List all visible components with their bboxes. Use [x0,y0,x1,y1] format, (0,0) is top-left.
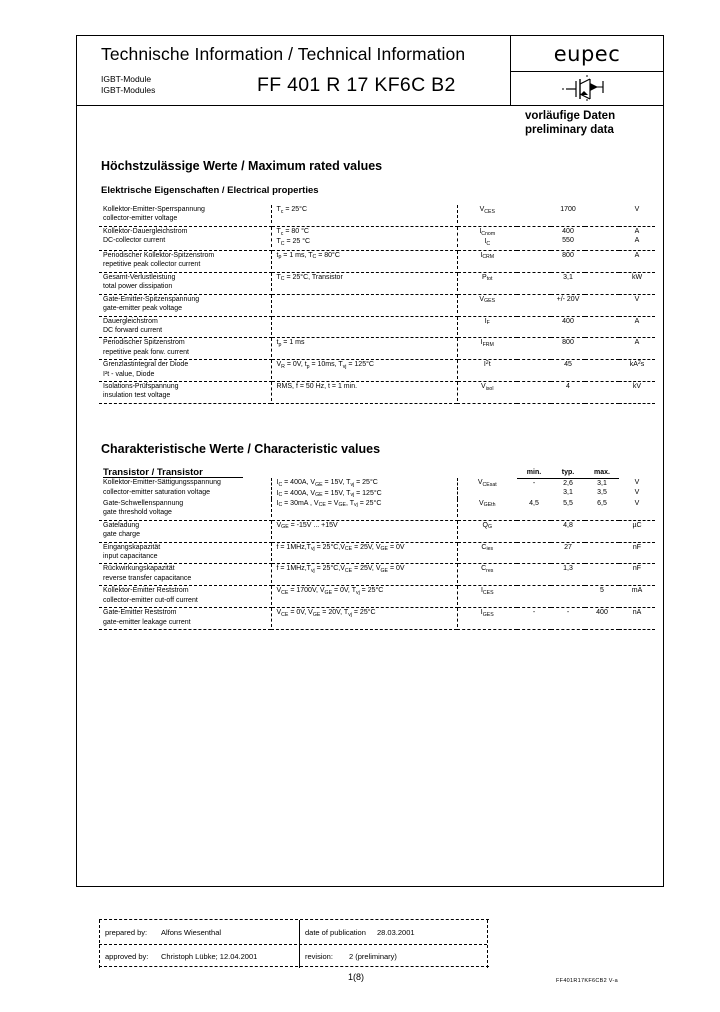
row-value-max [585,338,619,357]
prepared-by-label: prepared by: [105,928,148,937]
row-condition: $t_p = 1$ ms [271,338,457,357]
row-description-de: Dauergleichstrom [103,317,158,325]
row-description-en: gate-emitter peak voltage [103,304,182,312]
row-description-de: Gate-Emitter Reststrom [103,609,177,617]
row-value-typ [551,586,585,605]
row-description [99,520,271,539]
igbt-diode-symbol-icon [511,72,663,106]
row-value-max [585,382,619,401]
document-code: FF401R17KF6CB2 V-a [556,978,618,984]
row-symbol: $I_{FRM}$ [457,338,517,357]
row-condition: $I_C = 30mA$ , $V_{CE} = V_{GE}$, $T_{vj} = 25^\circ C$ [271,499,457,517]
row-value-max [585,564,619,583]
char-table-header [99,468,655,478]
row-description-en: total power dissipation [103,282,173,290]
table-row [99,499,655,517]
row-symbol: $V_{CES}$ [457,205,517,223]
row-value-min [517,520,551,539]
part-number: FF 401 R 17 KF6C B2 [257,74,456,96]
row-value-max [585,360,619,379]
row-value-max: 400 [596,609,608,617]
row-unit: µC [632,521,642,529]
row-description-de: Gateladung [103,521,140,529]
row-symbol: $Q_G$ [457,520,517,539]
brand-logo [511,36,663,72]
table-row [99,542,655,561]
row-value-min [517,586,551,605]
row-description [99,226,271,247]
row-description-en: gate-emitter leakage current [103,618,191,626]
row-unit: mA [631,587,643,595]
revision-value: 2 (preliminary) [349,952,397,961]
row-unit: V V [634,479,640,496]
row-description-de: Kollektor-Emitter Reststrom [103,587,189,595]
max-rated-table [99,205,655,404]
row-condition: $T_c = 80$ °C $T_C = 25$ °C [271,226,457,247]
prepared-by-value: Alfons Wiesenthal [161,928,222,937]
row-description [99,316,271,335]
row-value-typ: 800 [562,251,574,259]
document-body [77,141,663,961]
col-header-max: max. [585,468,619,478]
row-condition: $f = 1MHz,T_{vj} = 25^\circ C,V_{CE} = 25V$, $V_{GE} = 0V$ [271,564,457,583]
row-symbol: $P_{tot}$ [457,272,517,291]
row-description [99,205,271,223]
revision-label: revision: [305,952,333,961]
row-condition: $t_p = 1$ ms, $T_C = 80^\circ C$ [271,250,457,269]
row-condition: $V_R = 0V$, $t_p = 10ms$, $T_{vj} = 125^\circ C$ [271,360,457,379]
table-row [99,478,655,498]
row-description [99,360,271,379]
row-unit: A [634,251,640,259]
table-row [99,586,655,605]
preliminary-de: vorläufige Daten [525,110,616,122]
row-symbol: $I_{Cnom}$ $I_C$ [457,226,517,247]
row-unit: nF [632,565,642,573]
row-description-en: input capacitance [103,552,158,560]
row-value-max [585,294,619,313]
approved-by-label: approved by: [105,952,149,961]
row-value-min [517,272,551,291]
row-unit: A [634,317,640,325]
device-type-label: Transistor / Transistor [99,468,271,478]
row-value-min [517,316,551,335]
row-condition: $V_{CE} = 1700V$, $V_{GE} = 0V$, $T_{vj} = 25^\circ C$ [271,586,457,605]
row-description-de: Periodischer Kollektor-Spitzenstrom [103,251,215,259]
row-description-de: Kollektor-Dauergleichstrom [103,227,188,235]
row-value-typ: 27 [564,543,572,551]
row-value-min [517,360,551,379]
row-value-typ: 400 [562,317,574,325]
table-row [99,272,655,291]
row-description-de: Gate-Schwellenspannung [103,499,184,507]
row-value-min [517,382,551,401]
document-header [77,36,663,141]
row-condition: $T_C = 25^\circ C$, Transistor [271,272,457,291]
table-row [99,205,655,223]
row-condition: RMS, f = 50 Hz, t = 1 min. [271,382,457,401]
table-row [99,520,655,539]
row-unit: nA [632,609,642,617]
row-description-de: Eingangskapazität [103,543,161,551]
row-value-typ: 4 [566,383,570,391]
row-value-max [585,205,619,223]
row-description-de: Kollektor-Emitter-Sättigungsspannung [103,479,221,487]
row-symbol: $C_{ies}$ [457,542,517,561]
row-value-min [517,250,551,269]
page-number: 1(8) [348,972,365,982]
row-value-max: 3,1 3,5 [597,479,607,497]
row-description-de: Rückwirkungskapazität [103,565,175,573]
row-description-en: insulation test voltage [103,392,171,400]
publication-date-label: date of publication [305,928,366,937]
publication-date-value: 28.03.2001 [377,928,415,937]
row-description-de: Gate-Emitter-Spitzenspannung [103,295,200,303]
row-value-typ: 800 [562,339,574,347]
header-subtitle [101,74,155,96]
row-description [99,294,271,313]
row-description-en: gate charge [103,530,140,538]
row-unit: A A [634,227,640,245]
approved-by-value: Christoph Lübke; 12.04.2001 [161,952,258,961]
row-value-typ: 3,1 [563,273,573,281]
row-description-en: collector-emitter cut-off current [103,596,198,604]
row-symbol: $V_{CEsat}$ [457,478,517,498]
row-value-max [585,272,619,291]
table-row [99,316,655,335]
row-description [99,272,271,291]
row-symbol: $I_{CES}$ [457,586,517,605]
row-value-typ: 1700 [560,206,576,213]
row-description-en: I²t - value, Diode [103,370,155,378]
row-symbol: $V_{isol}$ [457,382,517,401]
row-value-min [517,564,551,583]
row-symbol: $I_F$ [457,316,517,335]
row-unit: A [634,339,640,347]
row-description [99,542,271,561]
table-row [99,250,655,269]
row-description-en: DC-collector current [103,237,166,245]
header-title-block [77,36,511,106]
document-frame [76,35,664,961]
section-title-max-rated: Höchstzulässige Werte / Maximum rated values [101,159,383,173]
row-description [99,499,271,517]
row-symbol: $C_{res}$ [457,564,517,583]
row-condition: $I_C = 400A$, $V_{GE} = 15V$, $T_{vj} = 25^\circ C$ $I_C = 400A$, $V_{GE} = 15V$, $T_{vj} = 125^\circ C$ [271,478,457,498]
row-condition: $T_c = 25^\circ C$ [271,205,457,223]
row-unit: kV [632,383,642,391]
row-value-min: - [532,479,536,487]
row-value-typ: - [566,609,570,617]
row-value-typ: 5,5 [563,499,573,507]
header-subtitle-en: IGBT-Modules [101,85,156,95]
row-description-de: Periodischer Spitzenstrom [103,339,185,347]
row-value-max [585,542,619,561]
row-description [99,338,271,357]
row-value-max [585,250,619,269]
document-metadata-block [99,919,489,967]
row-value-min [517,338,551,357]
row-description-de: Gesamt-Verlustleistung [103,273,176,281]
row-description-en: collector-emitter saturation voltage [103,488,210,496]
preliminary-en: preliminary data [525,124,614,136]
row-description [99,382,271,401]
row-unit: V [634,206,640,213]
logo-text: eupec [553,41,621,66]
row-value-max: 6,5 [597,499,607,507]
row-description-en: repetitive peak forw. current [103,348,189,356]
row-value-typ: +/- 20V [556,295,580,303]
col-header-typ: typ. [551,468,585,478]
row-value-max [585,520,619,539]
row-symbol: $I^2t$ [457,360,517,379]
row-description-en: gate threshold voltage [103,508,172,516]
row-value-typ: 1,3 [563,565,573,573]
row-description-de: Grenzlastintegral der Diode [103,361,189,369]
row-condition: $f = 1MHz,T_{vj} = 25^\circ C,V_{CE} = 25V$, $V_{GE} = 0V$ [271,542,457,561]
row-condition: $V_{GE} = -15V$ ... +15V [271,520,457,539]
row-value-max: 5 [600,587,604,595]
row-description [99,564,271,583]
table-row [99,360,655,379]
section-title-char-values: Charakteristische Werte / Characteristic values [101,442,381,457]
row-unit: kW [631,273,643,281]
row-description-en: repetitive peak collector current [103,261,201,269]
row-value-min [517,205,551,223]
header-subtitle-de: IGBT-Module [101,74,152,84]
row-symbol: $V_{GEth}$ [457,499,517,517]
row-description [99,250,271,269]
row-description [99,478,271,498]
row-unit: V [634,499,640,507]
row-value-typ: 400 550 [562,227,574,245]
row-value-min [517,542,551,561]
preliminary-data-note [511,106,663,141]
row-value-typ: 45 [564,361,572,369]
row-description-de: Isolations-Prüfspannung [103,383,179,391]
table-row [99,608,655,627]
row-unit: $kA^2s$ [629,359,645,369]
table-row [99,294,655,313]
row-unit: nF [632,543,642,551]
row-value-min: - [532,609,536,617]
row-condition [271,316,457,335]
row-description [99,586,271,605]
row-value-min [517,294,551,313]
table-row [99,226,655,247]
row-condition [271,294,457,313]
col-header-min: min. [517,468,551,478]
row-value-min: 4,5 [529,499,539,507]
table-row [99,564,655,583]
row-value-max [585,226,619,247]
row-description [99,608,271,627]
row-description-en: collector-emitter voltage [103,215,178,223]
row-description-en: DC forward current [103,326,163,334]
page-title: Technische Information / Technical Information [101,44,466,64]
char-values-table [99,468,655,630]
table-row [99,382,655,401]
row-description-de: Kollektor-Emitter-Sperrspannung [103,206,205,213]
row-symbol: $I_{CRM}$ [457,250,517,269]
row-symbol: $V_{GES}$ [457,294,517,313]
row-value-min [517,226,551,247]
row-unit: V [634,295,640,303]
row-condition: $V_{CE} = 0V$, $V_{GE} = 20V$, $T_{vj} = 25^\circ C$ [271,608,457,627]
subsection-title-electrical: Elektrische Eigenschaften / Electrical properties [101,185,319,196]
row-value-typ: 2,6 3,1 [563,479,573,497]
row-description-en: reverse transfer capacitance [103,574,192,582]
row-symbol: $I_{GES}$ [457,608,517,627]
table-row [99,338,655,357]
row-value-max [585,316,619,335]
row-value-typ: 4,8 [563,521,573,529]
